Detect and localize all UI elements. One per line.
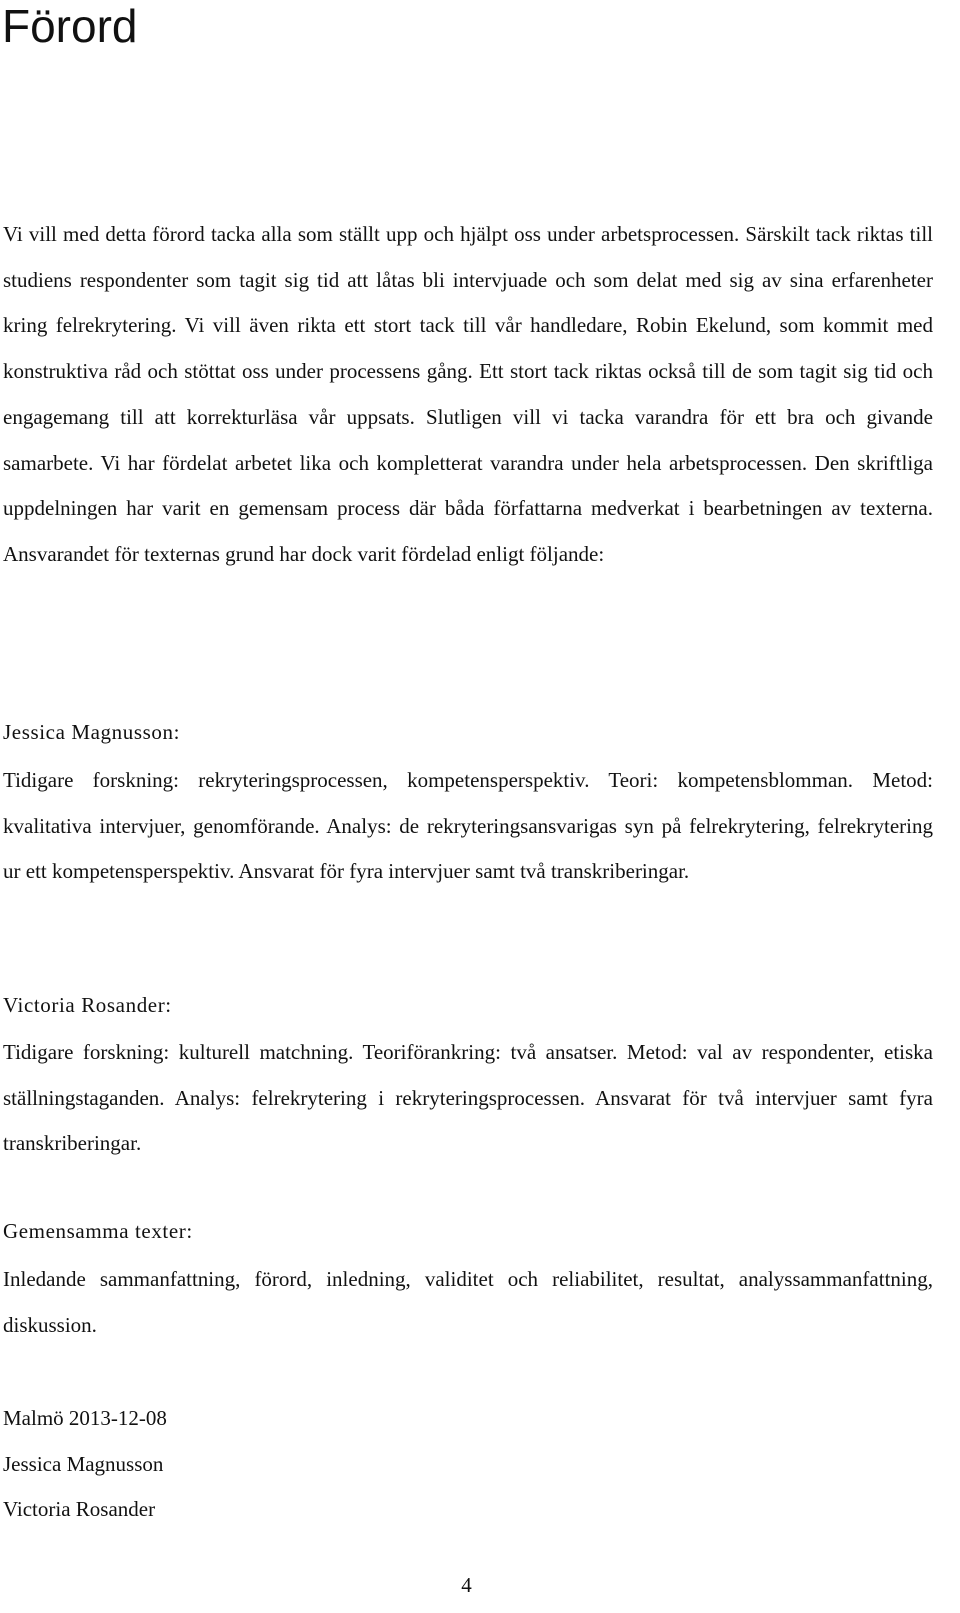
intro-paragraph: Vi vill med detta förord tacka alla som ställt upp och hjälpt oss under arbetsprocessen. Särskilt tack riktas till studiens respondenter som tagit sig tid att låtas bli intervjuade och som delat med sig av sina erfarenheter kring felrekrytering. Vi vill även rikta ett stort tack till vår handledare, Robin Ekelund, som kommit med konstruktiva råd och stöttat oss under processens gång. Ett stort tack riktas också till de som tagit sig tid och engagemang till att korrekturläsa vår uppsats. Slutligen vill vi tacka varandra för ett bra och givande samarbete. Vi har fördelat arbetet lika och kompletterat varandra under hela arbetsprocessen. Den skriftliga uppdelningen har varit en gemensam process där båda författarna medverkat i bearbetningen av texterna. Ansvarandet för texternas grund har dock varit fördelad enligt följande: xyxy=(3,222,933,566)
section-label-victoria: Victoria Rosander: xyxy=(3,993,172,1017)
page-title: Förord xyxy=(2,0,138,52)
section-text-jessica: Tidigare forskning: rekryteringsprocessen, kompetensperspektiv. Teori: kompetensblomman. Metod: kvalitativa intervjuer, genomförande. Analys: de rekryteringsansvarigas syn på felrekrytering, felrekrytering ur ett kompetensperspektiv. Ansvarat för fyra intervjuer samt två transkriberingar. xyxy=(3,768,933,884)
signature-author-1: Jessica Magnusson xyxy=(3,1451,164,1476)
section-label-jessica: Jessica Magnusson: xyxy=(3,720,181,744)
signature-author-2: Victoria Rosander xyxy=(3,1497,156,1521)
signature-place-date: Malmö 2013-12-08 xyxy=(3,1406,167,1430)
page-number: 4 xyxy=(461,1573,472,1597)
section-label-shared: Gemensamma texter: xyxy=(3,1219,193,1243)
signature-block xyxy=(3,1396,167,1533)
section-text-victoria: Tidigare forskning: kulturell matchning. Teoriförankring: två ansatser. Metod: val av respondenter, etiska ställningstaganden. Analys: felrekrytering i rekryteringsprocessen. Ansvarat för två intervjuer samt fyra transkriberingar. xyxy=(3,1040,933,1156)
section-text-shared: Inledande sammanfattning, förord, inledning, validitet och reliabilitet, resultat, analyssammanfattning, diskussion. xyxy=(3,1267,933,1337)
